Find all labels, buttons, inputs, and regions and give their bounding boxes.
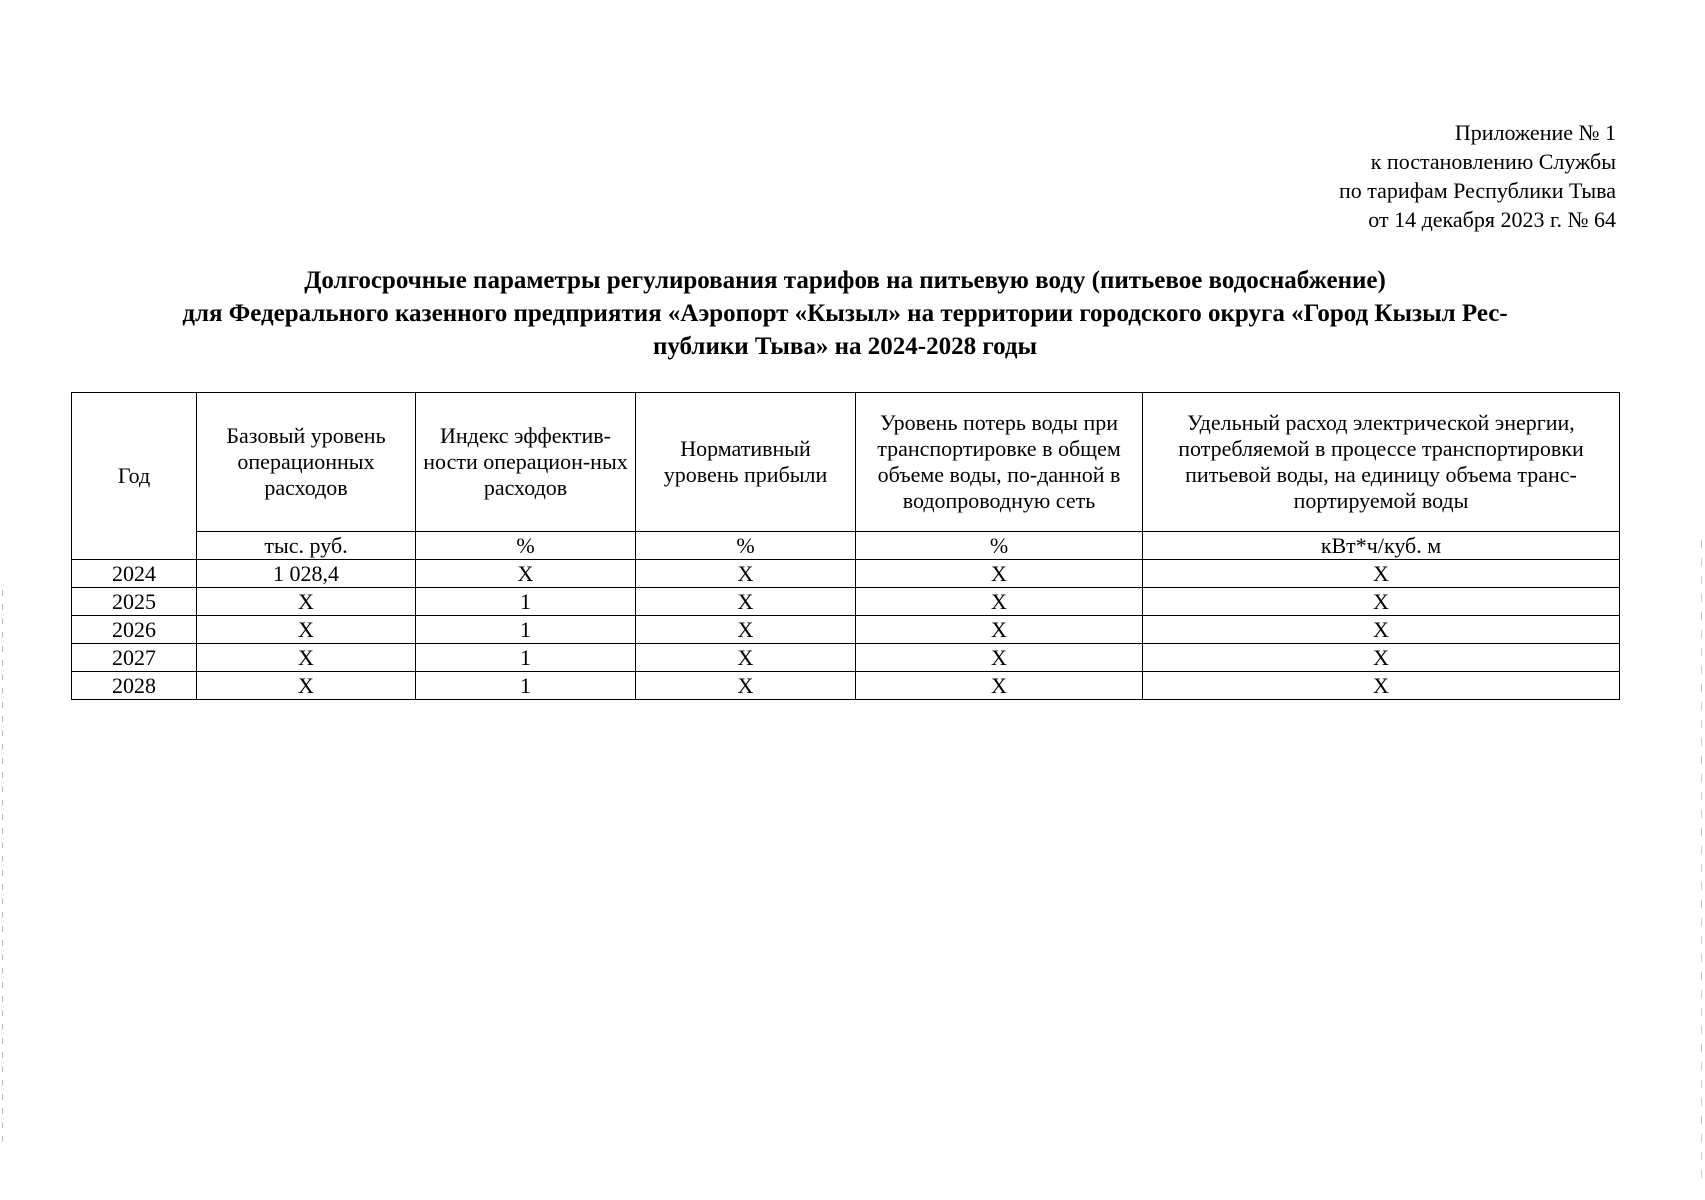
unit-cell: тыс. руб. — [197, 532, 416, 560]
title-line: Долгосрочные параметры регулирования тарифов на питьевую воду (питьевое водоснабжение) — [304, 267, 1386, 294]
value-cell: X — [416, 560, 636, 588]
value-cell: X — [1143, 616, 1620, 644]
year-cell: 2026 — [72, 616, 197, 644]
value-cell: X — [1143, 588, 1620, 616]
value-cell: 1 — [416, 588, 636, 616]
unit-cell: % — [856, 532, 1143, 560]
value-cell: 1 — [416, 672, 636, 700]
unit-cell: кВт*ч/куб. м — [1143, 532, 1620, 560]
column-header-water-losses: Уровень потерь воды при транспортировке в общем объеме воды, по-данной в водопроводную сеть — [856, 393, 1143, 532]
scan-edge-mark — [1701, 540, 1702, 1180]
appendix-line: Приложение № 1 — [1454, 120, 1616, 145]
table-row — [72, 644, 1620, 672]
year-cell: 2027 — [72, 644, 197, 672]
value-cell: X — [1143, 560, 1620, 588]
value-cell: X — [1143, 644, 1620, 672]
value-cell: X — [856, 644, 1143, 672]
appendix-line: к постановлению Службы — [1370, 149, 1616, 174]
column-header-energy-consumption: Удельный расход электрической энергии, потребляемой в процессе транспортировки питьевой воды, на единицу объема транс-портируемой воды — [1143, 393, 1620, 532]
appendix-block — [1339, 118, 1616, 234]
value-cell: X — [636, 616, 856, 644]
value-cell: X — [856, 560, 1143, 588]
unit-cell: % — [636, 532, 856, 560]
column-header-normative-profit: Нормативный уровень прибыли — [636, 393, 856, 532]
value-cell: X — [197, 616, 416, 644]
value-cell: X — [856, 672, 1143, 700]
year-cell: 2028 — [72, 672, 197, 700]
year-cell: 2024 — [72, 560, 197, 588]
scan-edge-mark — [2, 590, 3, 1150]
title-line: публики Тыва» на 2024-2028 годы — [652, 333, 1038, 360]
table-units-row — [72, 532, 1620, 560]
table-row — [72, 672, 1620, 700]
value-cell: 1 — [416, 616, 636, 644]
value-cell: X — [1143, 672, 1620, 700]
title-line: для Федерального казенного предприятия «Аэропорт «Кызыл» на территории городского округа «Город Кызыл Рес- — [182, 300, 1508, 327]
table-header-row — [72, 393, 1620, 532]
value-cell: 1 028,4 — [197, 560, 416, 588]
year-column-header: Год — [72, 393, 197, 560]
value-cell: 1 — [416, 644, 636, 672]
appendix-line: по тарифам Республики Тыва — [1339, 178, 1616, 203]
value-cell: X — [856, 588, 1143, 616]
value-cell: X — [636, 644, 856, 672]
column-header-base-opex: Базовый уровень операционных расходов — [197, 393, 416, 532]
value-cell: X — [636, 560, 856, 588]
table-row — [72, 560, 1620, 588]
value-cell: X — [636, 588, 856, 616]
value-cell: X — [856, 616, 1143, 644]
value-cell: X — [197, 644, 416, 672]
column-header-efficiency-index: Индекс эффектив-ности операцион-ных расходов — [416, 393, 636, 532]
appendix-line: от 14 декабря 2023 г. № 64 — [1368, 207, 1616, 232]
document-title — [70, 264, 1620, 363]
value-cell: X — [197, 672, 416, 700]
unit-cell: % — [416, 532, 636, 560]
table-row — [72, 616, 1620, 644]
table-row — [72, 588, 1620, 616]
value-cell: X — [636, 672, 856, 700]
parameters-table — [71, 392, 1620, 700]
year-cell: 2025 — [72, 588, 197, 616]
value-cell: X — [197, 588, 416, 616]
